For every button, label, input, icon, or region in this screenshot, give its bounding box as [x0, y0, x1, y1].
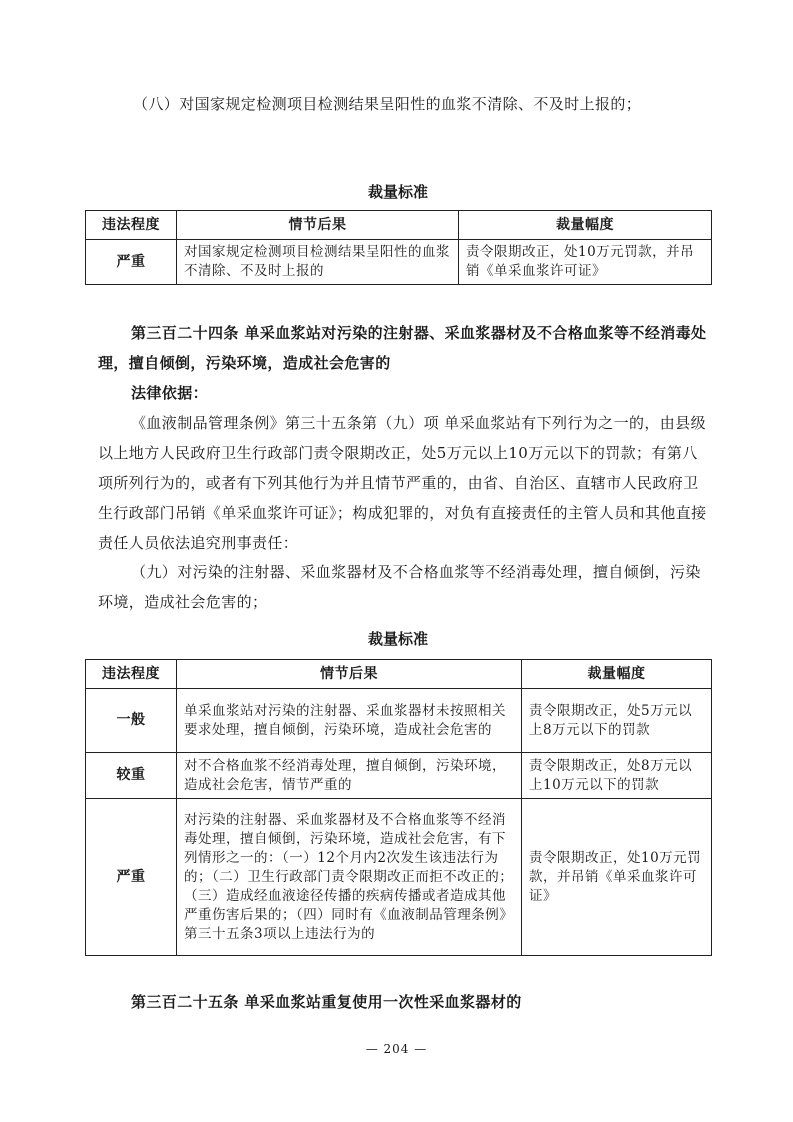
- level-cell: 严重: [86, 799, 177, 956]
- circumstance-cell: 单采血浆站对污染的注射器、采血浆器材未按照相关要求处理，擅自倾倒，污染环境，造成社会危害的: [177, 689, 522, 753]
- penalty-cell: 责令限期改正，处10万元罚款，并吊销《单采血浆许可证》: [522, 799, 712, 956]
- table2-header-circumstance: 情节后果: [177, 660, 522, 689]
- legal-basis-text: 《血液制品管理条例》第三十五条第（九）项 单采血浆站有下列行为之一的，由县级以上地方人民政府卫生行政部门责令限期改正，处5万元以上10万元以下的罚款；有第八项所列行为的，或者有下列其他行为并且情节严重的，由省、自治区、直辖市人民政府卫生行政部门吊销《单采血浆许可证》；构成犯罪的，对负有直接责任的主管人员和其他直接责任人员依法追究刑事责任：: [98, 414, 707, 552]
- table2-header-level: 违法程度: [86, 660, 177, 689]
- circumstance-cell: 对不合格血浆不经消毒处理，擅自倾倒，污染环境，造成社会危害，情节严重的: [177, 753, 522, 799]
- table2-title: 裁量标准: [367, 630, 428, 648]
- circumstance-cell: 对国家规定检测项目检测结果呈阳性的血浆不清除、不及时上报的: [177, 240, 459, 285]
- penalty-cell: 责令限期改正，处5万元以上8万元以下的罚款: [522, 689, 712, 753]
- article-325-heading: 第三百二十五条 单采血浆站重复使用一次性采血浆器材的: [131, 993, 522, 1011]
- discretion-table-2: [85, 659, 712, 956]
- table-row: [86, 753, 712, 799]
- table1-title: 裁量标准: [367, 183, 428, 201]
- table-row: [86, 689, 712, 753]
- table-row: [86, 240, 712, 285]
- table1-header-penalty: 裁量幅度: [459, 211, 712, 240]
- level-cell: 较重: [86, 753, 177, 799]
- circumstance-cell: 对污染的注射器、采血浆器材及不合格血浆等不经消毒处理，擅自倾倒，污染环境，造成社会危害，有下列情形之一的：（一）12个月内2次发生该违法行为的；（二）卫生行政部门责令限期改正而拒不改正的；（三）造成经血液途径传播的疾病传播或者造成其他严重伤害后果的；（四）同时有《血液制品管理条例》第三十五条3项以上违法行为的: [177, 799, 522, 956]
- level-cell: 一般: [86, 689, 177, 753]
- penalty-cell: 责令限期改正，处10万元罚款，并吊销《单采血浆许可证》: [459, 240, 712, 285]
- table1-header-level: 违法程度: [86, 211, 177, 240]
- legal-basis-label: 法律依据：: [131, 384, 209, 402]
- item-9-text: （九）对污染的注射器、采血浆器材及不合格血浆等不经消毒处理，擅自倾倒，污染环境，造成社会危害的；: [98, 563, 701, 611]
- table1-header-row: [86, 211, 712, 240]
- table1-header-circumstance: 情节后果: [177, 211, 459, 240]
- article-324-heading: 第三百二十四条 单采血浆站对污染的注射器、采血浆器材及不合格血浆等不经消毒处理，擅自倾倒，污染环境，造成社会危害的: [98, 324, 707, 372]
- level-cell: 严重: [86, 240, 177, 285]
- table-row: [86, 799, 712, 956]
- penalty-cell: 责令限期改正，处8万元以上10万元以下的罚款: [522, 753, 712, 799]
- table2-header-row: [86, 660, 712, 689]
- discretion-table-1: [85, 210, 712, 285]
- item-8-text: （八）对国家规定检测项目检测结果呈阳性的血浆不清除、不及时上报的；: [133, 95, 642, 113]
- table2-header-penalty: 裁量幅度: [522, 660, 712, 689]
- page-number: — 204 —: [365, 1042, 428, 1056]
